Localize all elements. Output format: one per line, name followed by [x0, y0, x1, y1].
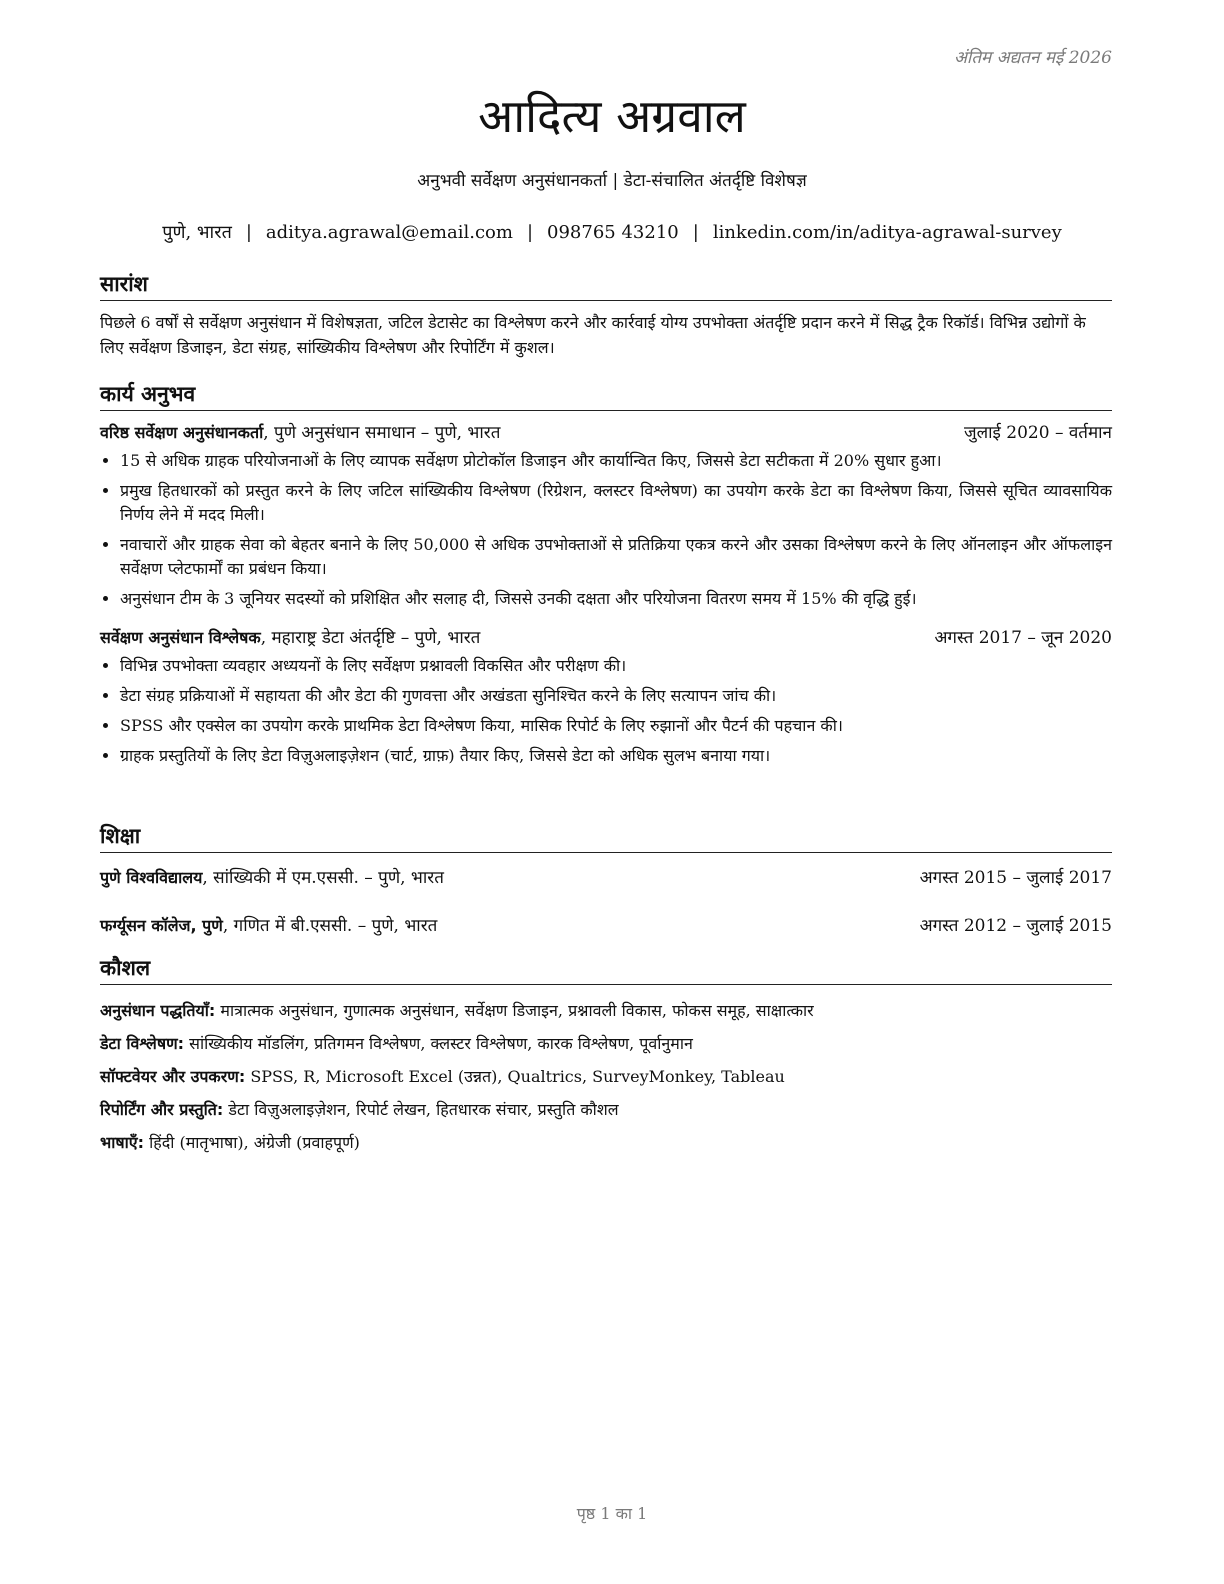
summary-section — [100, 270, 1112, 360]
job-entry — [100, 625, 1112, 768]
contact-line — [0, 220, 1224, 244]
job-header — [100, 625, 1112, 651]
job-header — [100, 420, 1112, 446]
contact-separator: | — [526, 222, 534, 243]
education-detail: , गणित में बी.एससी. – पुणे, भारत — [222, 916, 438, 936]
contact-email[interactable]: aditya.agrawal@email.com — [265, 222, 513, 243]
job-bullet: • अनुसंधान टीम के 3 जूनियर सदस्यों को प्रशिक्षित और सलाह दी, जिससे उनकी दक्षता और परियोजना वितरण समय में 15% की वृद्धि हुई। — [120, 587, 1112, 611]
contact-phone[interactable]: 098765 43210 — [547, 222, 679, 243]
job-org: , पुणे अनुसंधान समाधान – पुणे, भारत — [263, 423, 501, 443]
skill-line — [100, 1060, 1112, 1093]
job-dates: जुलाई 2020 – वर्तमान — [963, 423, 1112, 443]
job-bullet: • 15 से अधिक ग्राहक परियोजनाओं के लिए व्यापक सर्वेक्षण प्रोटोकॉल डिजाइन और कार्यान्वित किए, जिससे डेटा सटीकता में 20% सुधार हुआ। — [120, 449, 1112, 473]
skill-label: भाषाएँ: — [100, 1133, 145, 1152]
education-dates: अगस्त 2015 – जुलाई 2017 — [919, 868, 1112, 888]
skill-value: सांख्यिकीय मॉडलिंग, प्रतिगमन विश्लेषण, क्लस्टर विश्लेषण, कारक विश्लेषण, पूर्वानुमान — [184, 1034, 693, 1053]
job-bullet: • नवाचारों और ग्राहक सेवा को बेहतर बनाने के लिए 50,000 से अधिक उपभोक्ताओं से प्रतिक्रिया एकत्र करने और उसका विश्लेषण करने के लिए ऑनलाइन और ऑफलाइन सर्वेक्षण प्लेटफार्मों का प्रबंधन किया। — [120, 533, 1112, 581]
education-entry — [100, 865, 1112, 891]
page-number: पृष्ठ 1 का 1 — [576, 1504, 648, 1523]
education-school: फर्ग्यूसन कॉलेज, पुणे — [100, 916, 223, 935]
tagline: अनुभवी सर्वेक्षण अनुसंधानकर्ता | डेटा-संचालित अंतर्दृष्टि विशेषज्ञ — [417, 171, 807, 191]
skill-line — [100, 994, 1112, 1027]
job-bullet: • डेटा संग्रह प्रक्रियाओं में सहायता की और डेटा की गुणवत्ता और अखंडता सुनिश्चित करने के लिए सत्यापन जांच की। — [120, 684, 1112, 708]
education-section — [100, 822, 1112, 939]
job-title-line — [100, 625, 480, 651]
summary-text: पिछले 6 वर्षों से सर्वेक्षण अनुसंधान में विशेषज्ञता, जटिल डेटासेट का विश्लेषण करने और कार्रवाई योग्य उपभोक्ता अंतर्दृष्टि प्रदान करने में सिद्ध ट्रैक रिकॉर्ड। विभिन्न उद्योगों के लिए सर्वेक्षण डिजाइन, डेटा संग्रह, सांख्यिकीय विश्लेषण और रिपोर्टिंग में कुशल। — [100, 313, 1086, 357]
skill-value: डेटा विज़ुअलाइज़ेशन, रिपोर्ट लेखन, हितधारक संचार, प्रस्तुति कौशल — [223, 1100, 619, 1119]
skill-line — [100, 1093, 1112, 1126]
contact-location: पुणे, भारत — [162, 222, 232, 243]
skill-label: रिपोर्टिंग और प्रस्तुति: — [100, 1100, 224, 1119]
skill-label: डेटा विश्लेषण: — [100, 1034, 185, 1053]
job-entry — [100, 420, 1112, 611]
experience-heading: कार्य अनुभव — [100, 380, 1112, 411]
candidate-name: आदित्य अग्रवाल — [478, 89, 746, 143]
skill-value: मात्रात्मक अनुसंधान, गुणात्मक अनुसंधान, सर्वेक्षण डिजाइन, प्रश्नावली विकास, फोकस समूह, साक्षात्कार — [215, 1001, 814, 1020]
job-bullet: • प्रमुख हितधारकों को प्रस्तुत करने के लिए जटिल सांख्यिकीय विश्लेषण (रिग्रेशन, क्लस्टर विश्लेषण) का उपयोग करके डेटा का विश्लेषण किया, जिससे सूचित व्यावसायिक निर्णय लेने में मदद मिली। — [120, 479, 1112, 527]
skills-section — [100, 954, 1112, 1159]
skills-heading: कौशल — [100, 954, 1112, 985]
education-title-line — [100, 913, 437, 939]
job-bullet: • ग्राहक प्रस्तुतियों के लिए डेटा विज़ुअलाइज़ेशन (चार्ट, ग्राफ़) तैयार किए, जिससे डेटा को अधिक सुलभ बनाया गया। — [120, 744, 1112, 768]
skill-value: हिंदी (मातृभाषा), अंग्रेजी (प्रवाहपूर्ण) — [144, 1133, 360, 1152]
skill-label: अनुसंधान पद्धतियाँ: — [100, 1001, 216, 1020]
education-dates: अगस्त 2012 – जुलाई 2015 — [919, 916, 1112, 936]
contact-linkedin[interactable]: linkedin.com/in/aditya-agrawal-survey — [712, 222, 1062, 243]
job-bullet: • विभिन्न उपभोक्ता व्यवहार अध्ययनों के लिए सर्वेक्षण प्रश्नावली विकसित और परीक्षण की। — [120, 654, 1112, 678]
job-dates: अगस्त 2017 – जून 2020 — [934, 628, 1112, 648]
skill-label: सॉफ्टवेयर और उपकरण: — [100, 1067, 246, 1086]
summary-heading: सारांश — [100, 270, 1112, 301]
job-bullets — [100, 654, 1112, 768]
job-bullet: • SPSS और एक्सेल का उपयोग करके प्राथमिक डेटा विश्लेषण किया, मासिक रिपोर्ट के लिए रुझानों और पैटर्न की पहचान की। — [120, 714, 1112, 738]
education-detail: , सांख्यिकी में एम.एससी. – पुणे, भारत — [202, 868, 444, 888]
job-bullets — [100, 449, 1112, 611]
job-title-line — [100, 420, 500, 446]
job-role: सर्वेक्षण अनुसंधान विश्लेषक — [100, 628, 261, 647]
contact-separator: | — [245, 222, 252, 243]
education-school: पुणे विश्वविद्यालय — [100, 868, 203, 887]
job-role: वरिष्ठ सर्वेक्षण अनुसंधानकर्ता — [100, 423, 264, 442]
education-heading: शिक्षा — [100, 822, 1112, 853]
skill-line — [100, 1027, 1112, 1060]
education-title-line — [100, 865, 444, 891]
last-updated-note: अंतिम अद्यतन मई 2026 — [953, 48, 1112, 68]
contact-separator: | — [692, 222, 699, 243]
skill-line — [100, 1126, 1112, 1159]
education-entry — [100, 913, 1112, 939]
job-org: , महाराष्ट्र डेटा अंतर्दृष्टि – पुणे, भारत — [260, 628, 481, 648]
experience-section — [100, 380, 1112, 774]
skill-value: SPSS, R, Microsoft Excel (उन्नत), Qualtrics, SurveyMonkey, Tableau — [245, 1067, 785, 1086]
